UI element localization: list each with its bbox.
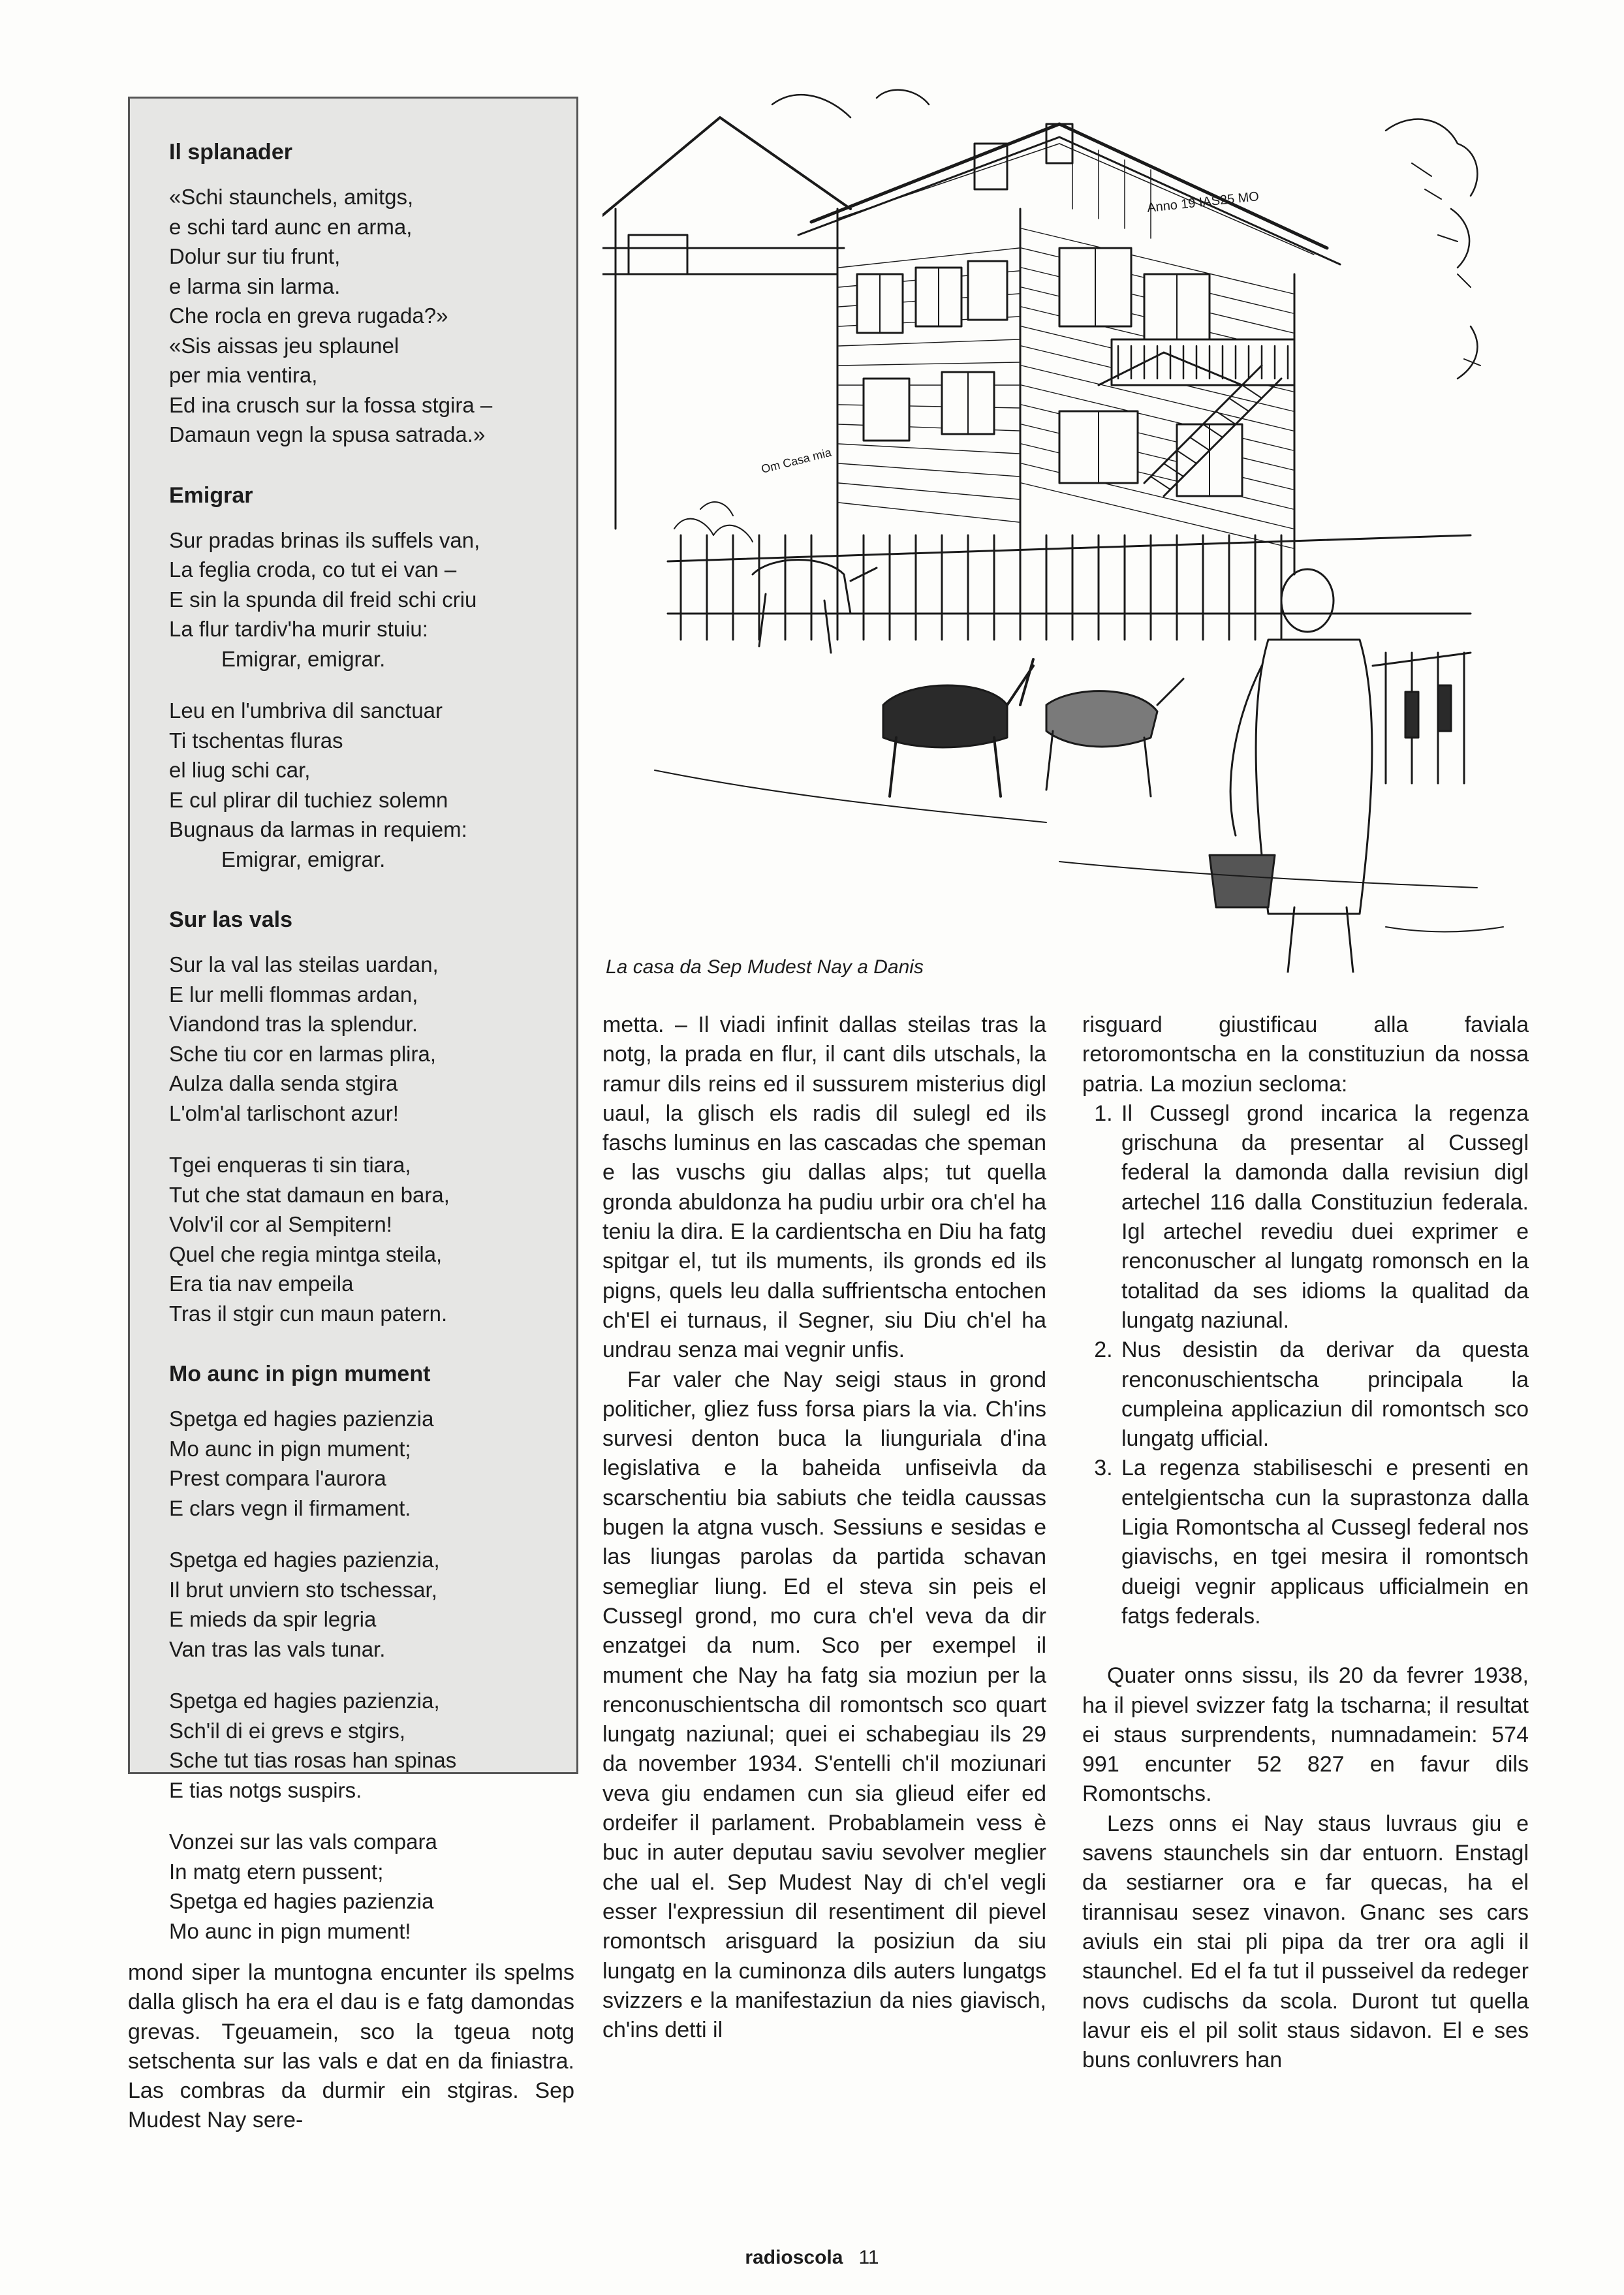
poem-line: Tut che stat damaun en bara,	[169, 1182, 450, 1207]
left-column	[128, 1958, 574, 2136]
poem-line: Che rocla en greva rugada?»	[169, 304, 448, 328]
right-intro: risguard giustificau alla faviala retoromontscha en la constituziun da nossa patria. La moziun secloma:	[1082, 1012, 1529, 1097]
poem-line: Dolur sur tiu frunt,	[169, 244, 341, 268]
poem-line: La feglia croda, co tut ei van –	[169, 557, 457, 582]
motion-item: 1. Il Cussegl grond incarica la regenza grischuna da presentar al Cussegl federal la damonda dalla revisiun digl artechel 116 dalla Constituziun federala. Igl artechel revediu duei exprimer e renconuscher al lungatg romonsch en la totalitad da ses idioms la qualitad da lungatg naziunal.	[1119, 1099, 1529, 1335]
middle-paragraph-1: metta. – Il viadi infinit dallas steilas tras la notg, la prada en flur, il cant dils utschals, la ramur dils reins ed il sussurem misterius digl uaul, la glisch els radis dil sulegl ed ils faschs luminus en las cascadas che speman e las vuschs giu dallas alps; tut quella gronda abuldonza ha pudiu urbir ora ch'el ha teniu la dira. E la cardientscha en Diu ha fatg spitgar el, tut ils muments, ils gronds ed ils pigns, quels leu dalla suffrientscha entochen ch'El ei turnaus, il Segner, siu Diu ch'el ha undrau senza mai vegnir unfis.	[602, 1012, 1046, 1363]
poem	[169, 1358, 576, 1946]
right-column	[1082, 1010, 1529, 2075]
poem-line: Emigrar, emigrar.	[221, 646, 386, 671]
poem-stanza	[169, 1827, 576, 1946]
middle-column	[602, 1010, 1046, 2045]
date-sign: Anno 19 IAS25 MO	[1146, 189, 1260, 215]
page-number: 11	[858, 2247, 879, 2268]
motion-list	[1082, 1099, 1529, 1631]
poem-line: E mieds da spir legria	[169, 1607, 377, 1631]
right-paragraph-3: Lezs onns ei Nay staus luvraus giu e savens staunchels sin dar entuorn. Enstagl da sestiarner ora e far quecas, ha el tirannisau sesez vinavon. Gnanc ses cars aviuls ein stai pli pipa da trer ora agli il staunchel. Ed el fa tut il pusseivel da redeger novs cudischs da scola. Duront tut quella lavur eis el pil solit staus sidavon. El e ses buns conluvrers han	[1082, 1811, 1529, 2073]
poem-line: «Schi staunchels, amitgs,	[169, 185, 414, 209]
poem-line: Vonzei sur las vals compara	[169, 1830, 437, 1854]
poem-line: e larma sin larma.	[169, 273, 341, 298]
poem	[169, 904, 576, 1328]
poem-stanza	[169, 525, 576, 674]
left-paragraph: mond siper la muntogna encunter ils spelms dalla glisch ha era el dau is e fatg damondas grevas. Tgeuamein, sco la tgeua notg setschenta sur las vals e dat en da finiastra. Las combras da durmir ein stgiras. Sep Mudest Nay sere-	[128, 1960, 574, 2133]
poem-title: Emigrar	[169, 482, 253, 508]
house-illustration	[602, 78, 1536, 973]
poem-line: Volv'il cor al Sempitern!	[169, 1212, 392, 1236]
middle-paragraph-2: Far valer che Nay seigi staus in grond politicher, gliez fuss forsa piars la via. Ch'ins survesi denton buca la liunguriala d'ina legislativa e la baheida unfiseivla da scarschentiu bia sabiuts che teidla caussas bugen la atgna vusch. Sessiuns e sesidas e las liungas parolas da partida schavan semegliar liung. Ed el steva sin peis el Cussegl grond, mo cura ch'el veva da dir enzatgei da num. Sco per exempel il mument che Nay ha fatg sia moziun per la renconuschientscha dil romontsch sco quart lungatg naziunal; quei ei schabegiau ils 29 da november 1934. S'entelli ch'il moziunari veva giu endamen cun sia glieud eifer ed ordeifer il parlament. Probablamein vess è buc in auter deputau saviu sevolver meglier che ual el. Sep Mudest Nay di ch'el vegli esser l'expressiun dil resentiment dil pievel romontsch arisguard la posiziun da siu lungatg en la cuminonza dils auters lungatgs svizzers e la manifestaziun da nies giavisch, ch'ins detti il	[602, 1367, 1046, 2043]
poem-line: Sur pradas brinas ils suffels van,	[169, 527, 480, 552]
poem-line: Viandond tras la splendur.	[169, 1012, 418, 1036]
poem-line: per mia ventira,	[169, 363, 318, 387]
poem-line: Prest compara l'aurora	[169, 1466, 386, 1490]
right-paragraph-2: Quater onns sissu, ils 20 da fevrer 1938, ha il pievel svizzer fatg la tscharna; il resultat ei staus surprendents, numnadamein: 574 991 encunter 52 827 en favur dils Romontschs.	[1082, 1663, 1529, 1807]
poem-line: Era tia nav empeila	[169, 1272, 354, 1296]
poem-line: E tias notgs suspirs.	[169, 1777, 362, 1802]
poem-line: E lur melli flommas ardan,	[169, 982, 418, 1007]
poem-line: e schi tard aunc en arma,	[169, 214, 413, 239]
poem-title: Mo aunc in pign mument	[169, 1362, 431, 1386]
poem-title: Il splanader	[169, 140, 292, 164]
poem-line: Spetga ed hagies pazienzia	[169, 1407, 434, 1431]
poem-line: Spetga ed hagies pazienzia,	[169, 1689, 440, 1713]
poem-line: Aulza dalla senda stgira	[169, 1071, 398, 1095]
poem-line: Quel che regia mintga steila,	[169, 1241, 443, 1266]
poem-line: E cul plirar dil tuchiez solemn	[169, 787, 448, 812]
poem-line: Il brut unviern sto tschessar,	[169, 1577, 437, 1602]
poem-line: Spetga ed hagies pazienzia	[169, 1889, 434, 1913]
poem-line: Tras il stgir cun maun patern.	[169, 1301, 448, 1326]
poem-stanza	[169, 182, 576, 450]
poem-line: Ed ina crusch sur la fossa stgira –	[169, 392, 493, 417]
poem-line: Sch'il di ei grevs e stgirs,	[169, 1718, 406, 1743]
motion-item: 3. La regenza stabiliseschi e presenti en entelgientscha cun la suprastonza dalla Ligia Romontscha al Cussegl federal nos giavischs, en tgei mesira il romontsch dueigi vegnir applicaus ufficialmein en fatgs federals.	[1119, 1454, 1529, 1631]
poem-box	[128, 97, 578, 1943]
poem-line: Tgei enqueras ti sin tiara,	[169, 1153, 411, 1177]
motion-item: 2. Nus desistin da derivar da questa renconuschientscha principala la cumpleina applicaziun dil romontsch sco lungatg ufficial.	[1119, 1335, 1529, 1454]
poem-line: In matg etern pussent;	[169, 1859, 384, 1884]
poem-stanza	[169, 1150, 576, 1328]
poem-line: Mo aunc in pign mument;	[169, 1436, 411, 1461]
poem-title: Sur las vals	[169, 907, 293, 932]
poem-stanza	[169, 1404, 576, 1523]
house-sign: Om Casa mia	[760, 445, 833, 476]
poem-stanza	[169, 696, 576, 874]
illustration-caption: La casa da Sep Mudest Nay a Danis	[606, 956, 924, 978]
poem-line: Damaun vegn la spusa satrada.»	[169, 422, 486, 446]
poem-line: Leu en l'umbriva dil sanctuar	[169, 698, 443, 723]
poem	[169, 480, 576, 875]
poem-stanza	[169, 950, 576, 1128]
poem-line: Ti tschentas fluras	[169, 728, 343, 753]
page-footer	[0, 2247, 1624, 2269]
poem	[169, 136, 576, 450]
poem-line: L'olm'al tarlischont azur!	[169, 1101, 399, 1125]
poem-line: Bugnaus da larmas in requiem:	[169, 817, 467, 841]
poem-line: E clars vegn il firmament.	[169, 1495, 411, 1520]
poem-line: Emigrar, emigrar.	[221, 847, 386, 871]
poem-line: Van tras las vals tunar.	[169, 1636, 386, 1661]
poem-line: Mo aunc in pign mument!	[169, 1918, 411, 1943]
poem-line: E sin la spunda dil freid schi criu	[169, 587, 477, 612]
poem-line: Sur la val las steilas uardan,	[169, 952, 439, 976]
poem-line: «Sis aissas jeu splaunel	[169, 333, 399, 358]
poem-line: el liug schi car,	[169, 758, 311, 782]
poem-stanza	[169, 1686, 576, 1805]
publication-name: radioscola	[745, 2247, 843, 2268]
poem-line: La flur tardiv'ha murir stuiu:	[169, 617, 428, 641]
poem-stanza	[169, 1545, 576, 1664]
poem-line: Sche tut tias rosas han spinas	[169, 1748, 457, 1772]
poem-line: Spetga ed hagies pazienzia,	[169, 1548, 440, 1572]
poem-line: Sche tiu cor en larmas plira,	[169, 1041, 437, 1066]
